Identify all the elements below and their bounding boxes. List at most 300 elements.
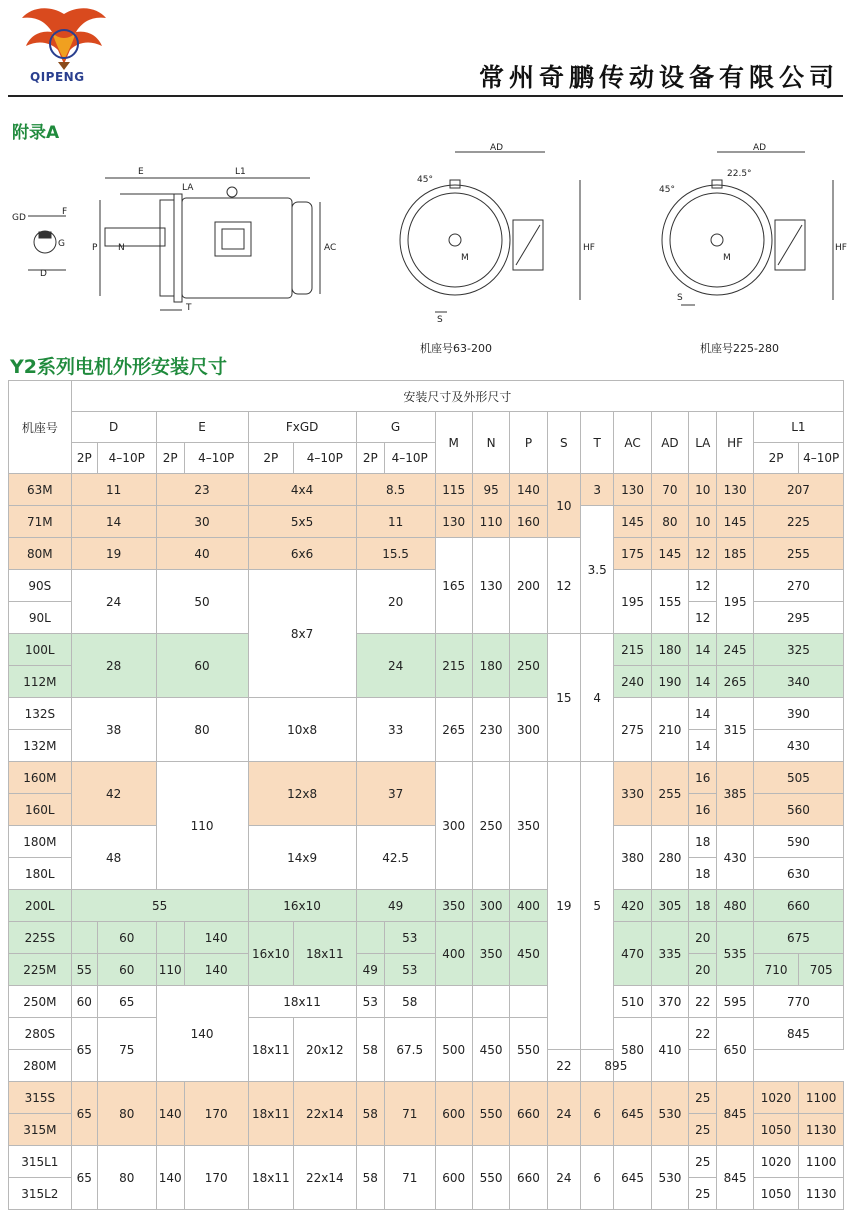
cell-s: 19 xyxy=(547,762,580,1050)
cell-ac: 215 xyxy=(614,634,651,666)
cell-ad: 180 xyxy=(651,634,688,666)
cell-t: 4 xyxy=(581,634,614,762)
cell-d-2p: 65 xyxy=(71,1018,97,1082)
frame-cell: 112M xyxy=(9,666,72,698)
frame-cell: 315L2 xyxy=(9,1178,72,1210)
cell-s: 10 xyxy=(547,474,580,538)
cell-la: 12 xyxy=(689,570,717,602)
cell-la: 25 xyxy=(689,1114,717,1146)
cell-la: 14 xyxy=(689,634,717,666)
cell-la: 10 xyxy=(689,474,717,506)
cell-ac: 645 xyxy=(614,1082,651,1146)
header-p: P xyxy=(510,412,547,474)
cell-e-410p: 140 xyxy=(184,954,248,986)
cell-m: 350 xyxy=(435,890,472,922)
cell-g: 15.5 xyxy=(356,538,435,570)
cell-n: 450 xyxy=(472,1018,509,1082)
cell-n: 350 xyxy=(472,922,509,986)
label-n: N xyxy=(118,243,125,253)
cell-e: 110 xyxy=(156,762,248,890)
cell-n: 550 xyxy=(472,1146,509,1210)
cell-e-2p xyxy=(156,922,184,954)
cell-d-410p: 75 xyxy=(97,1018,156,1082)
cell-hf: 130 xyxy=(717,474,753,506)
header-n: N xyxy=(472,412,509,474)
frame-cell: 132S xyxy=(9,698,72,730)
header-s: S xyxy=(547,412,580,474)
label-ad: AD xyxy=(490,143,504,153)
label-f: F xyxy=(62,207,68,217)
label-ac: AC xyxy=(324,243,337,253)
cell-ac: 175 xyxy=(614,538,651,570)
label-hf-2: HF xyxy=(835,243,847,253)
cell-ac: 470 xyxy=(614,922,651,986)
cell-hf: 845 xyxy=(717,1146,753,1210)
cell-e: 60 xyxy=(156,634,248,698)
cell-p: 550 xyxy=(510,1018,547,1082)
header-g: G xyxy=(356,412,435,443)
cell-l1-410p: 1100 xyxy=(799,1082,844,1114)
cell-d: 24 xyxy=(71,570,156,634)
header-d-410p: 4–10P xyxy=(97,443,156,474)
cell-fxgd: 10x8 xyxy=(248,698,356,762)
cell-la: 18 xyxy=(689,890,717,922)
label-ad-2: AD xyxy=(753,143,767,153)
cell-p: 250 xyxy=(510,634,547,698)
header-e-410p: 4–10P xyxy=(184,443,248,474)
cell-s: 12 xyxy=(547,538,580,634)
cell-n: 110 xyxy=(472,506,509,538)
header-hf: HF xyxy=(717,412,753,474)
cell-hf: 245 xyxy=(717,634,753,666)
label-d: D xyxy=(40,269,47,279)
cell-ac: 240 xyxy=(614,666,651,698)
end-view-63-200-drawing xyxy=(395,140,595,330)
cell-fxgd: 8x7 xyxy=(248,570,356,698)
cell-n: 250 xyxy=(472,762,509,890)
cell-l1-410p: 1130 xyxy=(799,1114,844,1146)
cell-m: 130 xyxy=(435,506,472,538)
frame-cell: 80M xyxy=(9,538,72,570)
header-divider xyxy=(8,95,843,97)
frame-cell: 315M xyxy=(9,1114,72,1146)
header-frame: 机座号 xyxy=(9,381,72,474)
frame-cell: 200L xyxy=(9,890,72,922)
label-la: LA xyxy=(182,183,194,193)
cell-d-410p: 80 xyxy=(97,1146,156,1210)
header-ac: AC xyxy=(614,412,651,474)
cell-p: 300 xyxy=(510,698,547,762)
header-t: T xyxy=(581,412,614,474)
cell-m: 600 xyxy=(435,1146,472,1210)
frame-cell: 71M xyxy=(9,506,72,538)
cell-g-2p xyxy=(356,922,384,954)
frame-cell: 160L xyxy=(9,794,72,826)
cell-p: 400 xyxy=(510,890,547,922)
cell-l1: 845 xyxy=(753,1018,843,1050)
cell-la: 14 xyxy=(689,730,717,762)
cell-p: 140 xyxy=(510,474,547,506)
cell-p: 200 xyxy=(510,538,547,634)
cell-p: 660 xyxy=(510,1082,547,1146)
header-d: D xyxy=(71,412,156,443)
fig-caption-225-280: 机座号225-280 xyxy=(700,342,779,355)
cell-hf: 145 xyxy=(717,506,753,538)
cell-ad: 280 xyxy=(651,826,688,890)
cell-ad: 305 xyxy=(651,890,688,922)
label-gd: GD xyxy=(12,213,26,223)
label-hf: HF xyxy=(583,243,595,253)
header-la: LA xyxy=(689,412,717,474)
cell-fxgd-2p: 18x11 xyxy=(248,1146,293,1210)
cell-g: 33 xyxy=(356,698,435,762)
header-e: E xyxy=(156,412,248,443)
cell-l1-410p: 1130 xyxy=(799,1178,844,1210)
cell-hf: 535 xyxy=(717,922,753,986)
cell-s: 24 xyxy=(547,1082,580,1146)
cell-fxgd: 4x4 xyxy=(248,474,356,506)
cell-l1-410p: 1100 xyxy=(799,1146,844,1178)
cell-e-2p: 140 xyxy=(156,1082,184,1146)
cell-ac: 330 xyxy=(614,762,651,826)
cell-d: 19 xyxy=(71,538,156,570)
end-view-225-280-drawing xyxy=(645,140,845,330)
cell-m xyxy=(435,986,472,1018)
label-45-2: 45° xyxy=(659,185,675,195)
cell-n: 550 xyxy=(472,1082,509,1146)
cell-g-410p: 58 xyxy=(384,986,435,1018)
cell-d: 48 xyxy=(71,826,156,890)
label-225: 22.5° xyxy=(727,169,752,179)
cell-n: 130 xyxy=(472,538,509,634)
header-m: M xyxy=(435,412,472,474)
cell-ac: 275 xyxy=(614,698,651,762)
cell-e: 30 xyxy=(156,506,248,538)
cell-g: 24 xyxy=(356,634,435,698)
cell-la: 20 xyxy=(689,954,717,986)
header-fxgd-2p: 2P xyxy=(248,443,293,474)
cell-fxgd: 18x11 xyxy=(248,986,356,1018)
cell-ac: 580 xyxy=(614,1018,651,1082)
cell-d-410p: 80 xyxy=(97,1082,156,1146)
cell-fxgd: 6x6 xyxy=(248,538,356,570)
cell-l1: 390 xyxy=(753,698,843,730)
cell-l1: 340 xyxy=(753,666,843,698)
cell-d-410p: 60 xyxy=(97,954,156,986)
cell-g-2p: 58 xyxy=(356,1146,384,1210)
cell-fxgd-410p: 20x12 xyxy=(294,1018,357,1082)
header-l1: L1 xyxy=(753,412,843,443)
cell-hf: 315 xyxy=(717,698,753,762)
cell-hf: 845 xyxy=(717,1082,753,1146)
cell-ad: 155 xyxy=(651,570,688,634)
cell-g-2p: 58 xyxy=(356,1018,384,1082)
cell-l1: 430 xyxy=(753,730,843,762)
cell-l1: 770 xyxy=(753,986,843,1018)
header-ad: AD xyxy=(651,412,688,474)
cell-l1: 895 xyxy=(581,1050,652,1082)
cell-d: 38 xyxy=(71,698,156,762)
cell-hf: 595 xyxy=(717,986,753,1018)
cell-d-2p: 55 xyxy=(71,954,97,986)
label-s-2: S xyxy=(677,293,683,303)
cell-ad: 210 xyxy=(651,698,688,762)
cell-hf: 480 xyxy=(717,890,753,922)
cell-l1: 255 xyxy=(753,538,843,570)
frame-cell: 100L xyxy=(9,634,72,666)
cell-ad: 255 xyxy=(651,762,688,826)
cell-fxgd: 14x9 xyxy=(248,826,356,890)
cell-l1-2p: 1020 xyxy=(753,1146,798,1178)
cell-e-410p: 140 xyxy=(184,922,248,954)
cell-ac: 510 xyxy=(614,986,651,1018)
cell-l1-2p: 1020 xyxy=(753,1082,798,1114)
cell-la: 16 xyxy=(689,762,717,794)
cell-g: 37 xyxy=(356,762,435,826)
cell-l1: 295 xyxy=(753,602,843,634)
cell-g-2p: 58 xyxy=(356,1082,384,1146)
cell-e: 50 xyxy=(156,570,248,634)
frame-cell: 90L xyxy=(9,602,72,634)
cell-l1-2p: 710 xyxy=(753,954,798,986)
cell-s: 15 xyxy=(547,634,580,762)
cell-m: 165 xyxy=(435,538,472,634)
cell-hf: 185 xyxy=(717,538,753,570)
cell-la: 25 xyxy=(689,1146,717,1178)
label-m: M xyxy=(461,253,469,263)
header-fxgd: FxGD xyxy=(248,412,356,443)
cell-hf: 385 xyxy=(717,762,753,826)
header-g-2p: 2P xyxy=(356,443,384,474)
cell-t: 5 xyxy=(581,762,614,1050)
label-m-2: M xyxy=(723,253,731,263)
frame-cell: 63M xyxy=(9,474,72,506)
label-g: G xyxy=(58,239,65,249)
cell-la: 18 xyxy=(689,826,717,858)
cell-e-410p: 170 xyxy=(184,1082,248,1146)
cell-fxgd: 12x8 xyxy=(248,762,356,826)
company-name: 常州奇鹏传动设备有限公司 xyxy=(478,63,839,92)
fig-caption-63-200: 机座号63-200 xyxy=(420,342,492,355)
label-t: T xyxy=(186,303,192,313)
cell-e-2p: 140 xyxy=(156,1146,184,1210)
cell-g-410p: 71 xyxy=(384,1146,435,1210)
cell-m: 265 xyxy=(435,698,472,762)
cell-l1: 660 xyxy=(753,890,843,922)
cell-g-410p: 67.5 xyxy=(384,1018,435,1082)
dimension-table xyxy=(8,380,844,1210)
cell-fxgd-410p: 22x14 xyxy=(294,1082,357,1146)
cell-d: 11 xyxy=(71,474,156,506)
frame-cell: 280M xyxy=(9,1050,72,1082)
cell-p: 450 xyxy=(510,922,547,986)
cell-d-410p: 60 xyxy=(97,922,156,954)
cell-e-410p: 170 xyxy=(184,1146,248,1210)
cell-ad: 190 xyxy=(651,666,688,698)
cell-n: 95 xyxy=(472,474,509,506)
cell-ac: 380 xyxy=(614,826,651,890)
cell-la: 14 xyxy=(689,666,717,698)
cell-ac: 420 xyxy=(614,890,651,922)
cell-la: 22 xyxy=(689,986,717,1018)
frame-cell: 180M xyxy=(9,826,72,858)
frame-cell: 180L xyxy=(9,858,72,890)
cell-l1-2p: 1050 xyxy=(753,1178,798,1210)
cell-fxgd-2p: 18x11 xyxy=(248,1018,293,1082)
label-l1: L1 xyxy=(235,167,246,177)
cell-l1-2p: 1050 xyxy=(753,1114,798,1146)
appendix-title: 附录A xyxy=(12,123,60,143)
cell-ac: 645 xyxy=(614,1146,651,1210)
header-d-2p: 2P xyxy=(71,443,97,474)
cell-d-2p: 60 xyxy=(71,986,97,1018)
cell-la: 12 xyxy=(689,602,717,634)
cell-g: 11 xyxy=(356,506,435,538)
cell-l1: 270 xyxy=(753,570,843,602)
cell-l1: 560 xyxy=(753,794,843,826)
header-l1-410p: 4–10P xyxy=(799,443,844,474)
cell-g: 49 xyxy=(356,890,435,922)
cell-g: 42.5 xyxy=(356,826,435,890)
cell-l1: 675 xyxy=(753,922,843,954)
cell-g-410p: 53 xyxy=(384,922,435,954)
cell-fxgd: 16x10 xyxy=(248,890,356,922)
cell-ac: 130 xyxy=(614,474,651,506)
cell-m: 300 xyxy=(435,762,472,890)
cell-s: 24 xyxy=(547,1146,580,1210)
cell-fxgd: 5x5 xyxy=(248,506,356,538)
cell-ad: 410 xyxy=(651,1018,688,1082)
cell-ad: 145 xyxy=(651,538,688,570)
cell-ac: 145 xyxy=(614,506,651,538)
cell-la: 10 xyxy=(689,506,717,538)
header-l1-2p: 2P xyxy=(753,443,798,474)
frame-cell: 315L1 xyxy=(9,1146,72,1178)
logo-text: QIPENG xyxy=(30,70,85,84)
cell-l1: 590 xyxy=(753,826,843,858)
cell-e: 140 xyxy=(156,986,248,1082)
cell-p: 350 xyxy=(510,762,547,890)
cell-g: 8.5 xyxy=(356,474,435,506)
header-e-2p: 2P xyxy=(156,443,184,474)
cell-ad: 70 xyxy=(651,474,688,506)
cell-la: 20 xyxy=(689,922,717,954)
frame-cell: 225S xyxy=(9,922,72,954)
cell-m: 215 xyxy=(435,634,472,698)
cell-d-2p xyxy=(71,922,97,954)
frame-cell: 315S xyxy=(9,1082,72,1114)
cell-m: 500 xyxy=(435,1018,472,1082)
cell-t: 6 xyxy=(581,1146,614,1210)
cell-la: 18 xyxy=(689,858,717,890)
cell-e: 40 xyxy=(156,538,248,570)
cell-g: 20 xyxy=(356,570,435,634)
cell-m: 600 xyxy=(435,1082,472,1146)
frame-cell: 160M xyxy=(9,762,72,794)
cell-g-2p: 53 xyxy=(356,986,384,1018)
cell-p: 160 xyxy=(510,506,547,538)
cell-l1: 207 xyxy=(753,474,843,506)
cell-n: 300 xyxy=(472,890,509,922)
cell-t: 3.5 xyxy=(581,506,614,634)
cell-la: 16 xyxy=(689,794,717,826)
cell-e-2p: 110 xyxy=(156,954,184,986)
cell-l1: 505 xyxy=(753,762,843,794)
label-p: P xyxy=(92,243,98,253)
cell-d: 14 xyxy=(71,506,156,538)
cell-hf: 650 xyxy=(717,1018,753,1082)
cell-g-2p: 49 xyxy=(356,954,384,986)
cell-ad: 335 xyxy=(651,922,688,986)
cell-ad: 530 xyxy=(651,1146,688,1210)
frame-cell: 132M xyxy=(9,730,72,762)
header-fxgd-410p: 4–10P xyxy=(294,443,357,474)
cell-la: 25 xyxy=(689,1082,717,1114)
frame-cell: 250M xyxy=(9,986,72,1018)
header-g-410p: 4–10P xyxy=(384,443,435,474)
cell-hf: 430 xyxy=(717,826,753,890)
cell-n: 180 xyxy=(472,634,509,698)
cell-l1: 630 xyxy=(753,858,843,890)
cell-fxgd-410p: 18x11 xyxy=(294,922,357,986)
frame-cell: 90S xyxy=(9,570,72,602)
cell-ad: 530 xyxy=(651,1082,688,1146)
cell-d: 55 xyxy=(71,890,248,922)
cell-la: 14 xyxy=(689,698,717,730)
cell-ad: 80 xyxy=(651,506,688,538)
cell-l1-410p: 705 xyxy=(799,954,844,986)
cell-m: 115 xyxy=(435,474,472,506)
cell-d-2p: 65 xyxy=(71,1082,97,1146)
cell-fxgd-410p: 22x14 xyxy=(294,1146,357,1210)
cell-p xyxy=(510,986,547,1018)
cell-d-410p: 65 xyxy=(97,986,156,1018)
cell-e: 80 xyxy=(156,698,248,762)
header-group: 安装尺寸及外形尺寸 xyxy=(71,381,843,412)
cell-p: 660 xyxy=(510,1146,547,1210)
cell-l1: 325 xyxy=(753,634,843,666)
section-title: Y2系列电机外形安装尺寸 xyxy=(10,356,227,378)
cell-la: 22 xyxy=(547,1050,580,1082)
label-e: E xyxy=(138,167,144,177)
frame-cell: 225M xyxy=(9,954,72,986)
cell-e: 23 xyxy=(156,474,248,506)
label-s: S xyxy=(437,315,443,325)
motor-side-view-drawing xyxy=(10,150,350,320)
cell-d: 42 xyxy=(71,762,156,826)
cell-ad: 370 xyxy=(651,986,688,1018)
cell-n xyxy=(472,986,509,1018)
cell-d: 28 xyxy=(71,634,156,698)
cell-l1: 225 xyxy=(753,506,843,538)
cell-ac: 195 xyxy=(614,570,651,634)
cell-g-410p: 71 xyxy=(384,1082,435,1146)
cell-la: 25 xyxy=(689,1178,717,1210)
label-45: 45° xyxy=(417,175,433,185)
frame-cell: 280S xyxy=(9,1018,72,1050)
cell-n: 230 xyxy=(472,698,509,762)
cell-d-2p: 65 xyxy=(71,1146,97,1210)
cell-fxgd-2p: 16x10 xyxy=(248,922,293,986)
cell-hf: 195 xyxy=(717,570,753,634)
cell-t: 3 xyxy=(581,474,614,506)
cell-fxgd-2p: 18x11 xyxy=(248,1082,293,1146)
cell-la: 22 xyxy=(689,1018,717,1050)
cell-g-410p: 53 xyxy=(384,954,435,986)
cell-hf: 265 xyxy=(717,666,753,698)
cell-t: 6 xyxy=(581,1082,614,1146)
cell-la: 12 xyxy=(689,538,717,570)
